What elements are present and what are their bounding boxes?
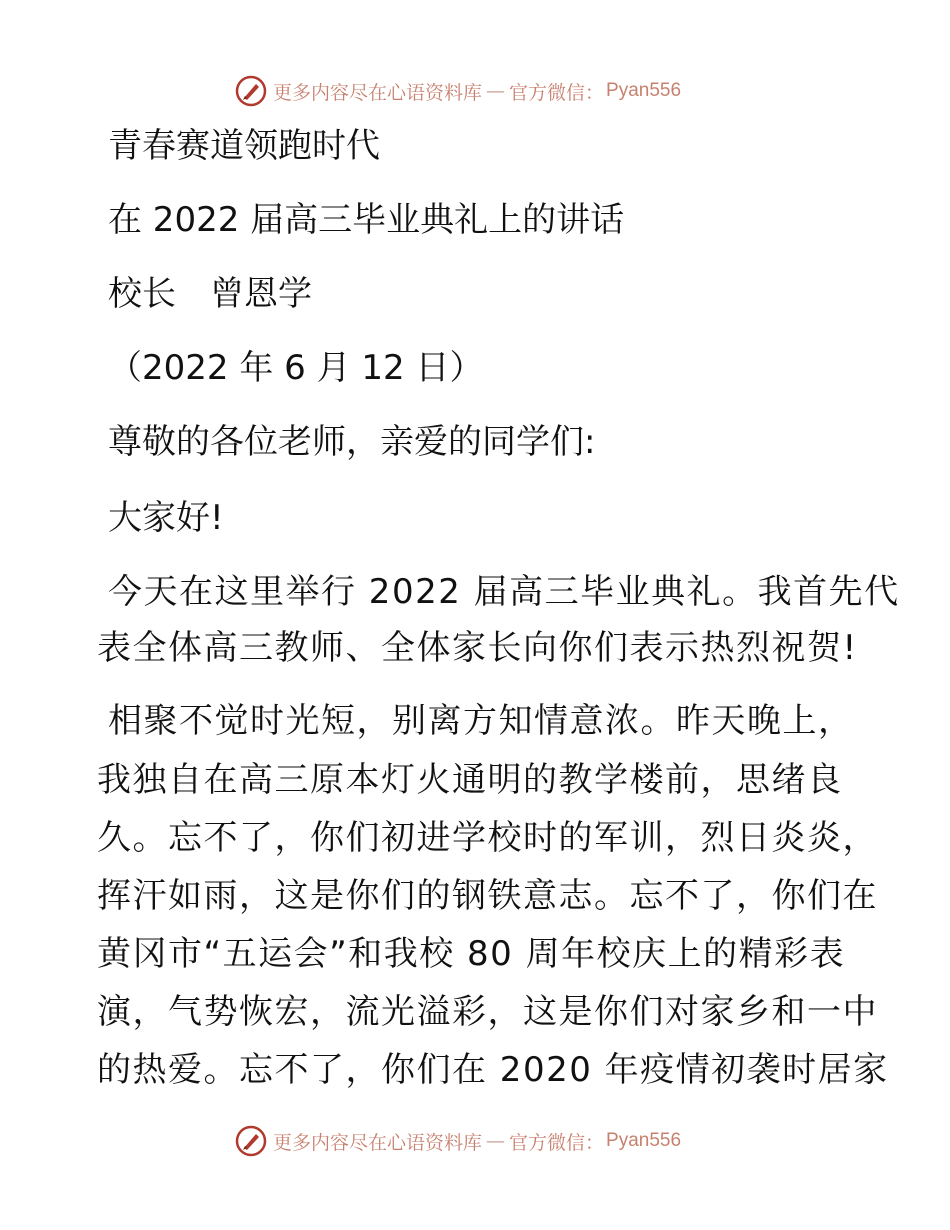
watermark-brand: 更多内容尽在心语资料库: [273, 1131, 483, 1154]
doc-date: （2022 年 6 月 12 日）: [108, 348, 484, 388]
watermark-footer: [235, 1124, 715, 1158]
watermark-header: [235, 74, 715, 108]
watermark-wechat-id: Pyan556: [606, 1130, 682, 1151]
paragraph2-line-2: 我独自在高三原本灯火通明的教学楼前，思绪良: [97, 760, 843, 800]
doc-salutation: 尊敬的各位老师，亲爱的同学们:: [108, 422, 596, 462]
pen-logo-icon: [235, 1125, 267, 1157]
watermark-label: 官方微信：: [509, 1131, 605, 1154]
paragraph2-line-3: 久。忘不了，你们初进学校时的军训，烈日炎炎，: [97, 818, 878, 858]
watermark-separator: —: [486, 80, 506, 102]
watermark-wechat-id: Pyan556: [606, 80, 682, 101]
doc-title: 青春赛道领跑时代: [108, 126, 380, 166]
doc-subtitle: 在 2022 届高三毕业典礼上的讲话: [108, 200, 625, 240]
doc-author: 校长 曾恩学: [108, 274, 312, 314]
watermark-separator: —: [486, 1130, 506, 1152]
paragraph2-line-6: 演，气势恢宏，流光溢彩，这是你们对家乡和一中: [97, 992, 878, 1032]
paragraph1-line-1: 今天在这里举行 2022 届高三毕业典礼。我首先代: [108, 572, 900, 612]
doc-greeting: 大家好!: [108, 498, 224, 538]
watermark-brand: 更多内容尽在心语资料库: [273, 81, 483, 104]
watermark-label: 官方微信：: [509, 81, 605, 104]
paragraph2-line-5: 黄冈市“五运会”和我校 80 周年校庆上的精彩表: [97, 934, 846, 974]
paragraph2-line-4: 挥汗如雨，这是你们的钢铁意志。忘不了，你们在: [97, 876, 878, 916]
pen-logo-icon: [235, 75, 267, 107]
paragraph1-line-2: 表全体高三教师、全体家长向你们表示热烈祝贺!: [97, 628, 858, 668]
paragraph2-line-1: 相聚不觉时光短，别离方知情意浓。昨天晚上，: [108, 701, 854, 741]
paragraph2-line-7: 的热爱。忘不了，你们在 2020 年疫情初袭时居家: [97, 1050, 889, 1090]
